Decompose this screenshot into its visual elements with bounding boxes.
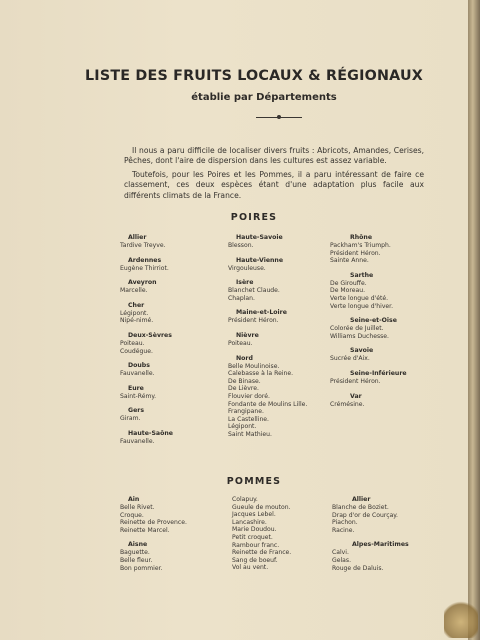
department-label: Nord: [236, 354, 253, 362]
fruit-variety: Racine.: [332, 526, 355, 534]
fruit-variety: Blanche de Boziet.: [332, 504, 389, 511]
fruit-variety: Poiteau.: [228, 339, 253, 347]
fruit-variety: Fauvanelle.: [120, 437, 155, 445]
fruit-variety: Rambour franc.: [232, 541, 280, 549]
pommes-column-3: [332, 496, 452, 572]
department-label: Doubs: [128, 362, 150, 370]
fruit-variety: Tardive Treyve.: [120, 242, 166, 249]
department-label: Aveyron: [128, 279, 157, 287]
fruit-variety: Saint Mathieu.: [228, 430, 272, 438]
fruit-variety: Sainte Anne.: [330, 257, 369, 265]
department-label: Allier: [128, 234, 147, 241]
fruit-variety: Petit croquet.: [232, 533, 273, 541]
department-label: Seine-Inférieure: [350, 369, 407, 377]
poires-column-1: [120, 234, 240, 446]
department-label: Gers: [128, 407, 145, 415]
department-label: Var: [350, 392, 362, 400]
fruit-variety: Belle Moulinoise.: [228, 362, 280, 370]
department-label: Rhône: [350, 234, 373, 241]
fruit-variety: Virgouleuse.: [228, 264, 266, 272]
page-subtitle: établie par Départements: [191, 92, 337, 103]
department-label: Alpes-Maritimes: [352, 541, 409, 549]
fruit-variety: Légipont.: [120, 309, 149, 317]
fruit-variety: Rouge de Daluis.: [332, 564, 384, 572]
intro-paragraph-2: Toutefois, pour les Poires et les Pommes, il a paru intéressant de faire ce classement, ces deux espèces étant d'une adaptation plus facile aux différents climats de la France.: [124, 170, 424, 200]
fruit-variety: Crémésine.: [330, 400, 365, 408]
department-label: Haute-Savoie: [236, 234, 283, 241]
fruit-variety: Président Héron.: [228, 317, 279, 325]
fruit-variety: Reinette de France.: [232, 549, 292, 557]
intro-paragraph-1: Il nous a paru difficile de localiser divers fruits : Abricots, Amandes, Cerises, Pêches, dont l'aire de dispersion dans les cultures est assez variable.: [124, 146, 424, 166]
fruit-variety: Fauvanelle.: [120, 370, 155, 378]
fruit-variety: Belle fleur.: [120, 556, 153, 564]
fruit-variety: Williams Duchesse.: [330, 332, 389, 340]
page-title: LISTE DES FRUITS LOCAUX & RÉGIONAUX: [85, 68, 423, 84]
section-heading-poires: POIRES: [230, 212, 278, 223]
fruit-variety: Frangipane.: [228, 408, 264, 416]
fruit-variety: Packham's Triumph.: [330, 242, 391, 249]
fruit-variety: La Castelline.: [228, 415, 269, 423]
fruit-variety: Vol au vent.: [232, 564, 269, 572]
department-label: Ain: [128, 496, 140, 503]
fruit-variety: Belle Rivet.: [120, 504, 155, 511]
department-label: Haute-Vienne: [236, 256, 284, 264]
department-label: Savoie: [350, 347, 374, 355]
pommes-column-1: [120, 496, 240, 572]
department-label: Allier: [352, 496, 371, 503]
book-spine-edge: [468, 0, 480, 640]
department-label: Haute-Saône: [128, 429, 173, 437]
fruit-variety: Verte longue d'hiver.: [330, 302, 394, 310]
fruit-variety: Sang de boeuf.: [232, 556, 278, 564]
fruit-variety: Sucrée d'Aix.: [330, 355, 370, 363]
fruit-variety: Reinette de Provence.: [120, 519, 187, 527]
department-label: Ardennes: [128, 256, 162, 264]
section-heading-pommes: POMMES: [226, 476, 282, 487]
fruit-variety: Colorée de Juillet.: [330, 325, 384, 333]
fruit-variety: Flouvier doré.: [228, 392, 270, 400]
fruit-variety: Bon pommier.: [120, 564, 163, 572]
corner-stamp: [444, 598, 478, 638]
fruit-variety: Reinette Marcel.: [120, 526, 170, 534]
fruit-variety: Chaplan.: [228, 294, 255, 302]
fruit-variety: Saint-Rémy.: [120, 392, 157, 400]
fruit-variety: Blesson.: [228, 242, 254, 249]
fruit-variety: Gueule de mouton.: [232, 503, 291, 511]
fruit-variety: Giram.: [120, 415, 141, 423]
fruit-variety: Coudégue.: [120, 347, 153, 355]
department-label: Isère: [236, 279, 254, 287]
department-label: Eure: [128, 384, 144, 392]
fruit-variety: Drap d'or de Courçay.: [332, 511, 398, 519]
fruit-variety: Eugène Thirriot.: [120, 264, 169, 272]
fruit-variety: De Lièvre.: [228, 385, 259, 393]
fruit-variety: Baguette.: [120, 549, 150, 557]
fruit-variety: De Binase.: [228, 377, 261, 385]
poires-column-3: [330, 234, 450, 408]
fruit-variety: Président Héron.: [330, 249, 381, 257]
department-label: Maine-et-Loire: [236, 309, 287, 317]
title-rule-dot: [277, 115, 281, 119]
department-label: Nièvre: [236, 331, 259, 339]
fruit-variety: Poiteau.: [120, 339, 145, 347]
fruit-variety: Président Héron.: [330, 377, 381, 385]
fruit-variety: Marcelle.: [120, 287, 148, 295]
fruit-variety: Blanchet Claude.: [228, 287, 280, 295]
department-label: Sarthe: [350, 271, 374, 279]
fruit-variety: Calebasse à la Reine.: [228, 370, 294, 378]
department-label: Aisne: [128, 541, 148, 549]
fruit-variety: Lancashire.: [232, 518, 267, 526]
fruit-variety: Calvi.: [332, 549, 349, 557]
department-label: Seine-et-Oise: [350, 317, 397, 325]
fruit-variety: Verte longue d'été.: [330, 294, 389, 302]
fruit-variety: Gelas.: [332, 556, 352, 564]
fruit-variety: Marie Doudou.: [232, 526, 277, 534]
fruit-variety: Croque.: [120, 511, 144, 519]
department-label: Deux-Sèvres: [128, 331, 172, 339]
fruit-variety: De Moreau.: [330, 287, 366, 295]
fruit-variety: Jacques Lebel.: [232, 511, 276, 519]
fruit-variety: Piachon.: [332, 519, 358, 527]
fruit-variety: Nipé-nimé.: [120, 317, 154, 325]
fruit-variety: Légipont.: [228, 423, 257, 431]
department-label: Cher: [128, 301, 145, 309]
fruit-variety: Fondante de Moulins Lille.: [228, 400, 308, 408]
fruit-variety: De Girouffe.: [330, 279, 367, 287]
fruit-variety: Colapuy.: [232, 496, 258, 503]
